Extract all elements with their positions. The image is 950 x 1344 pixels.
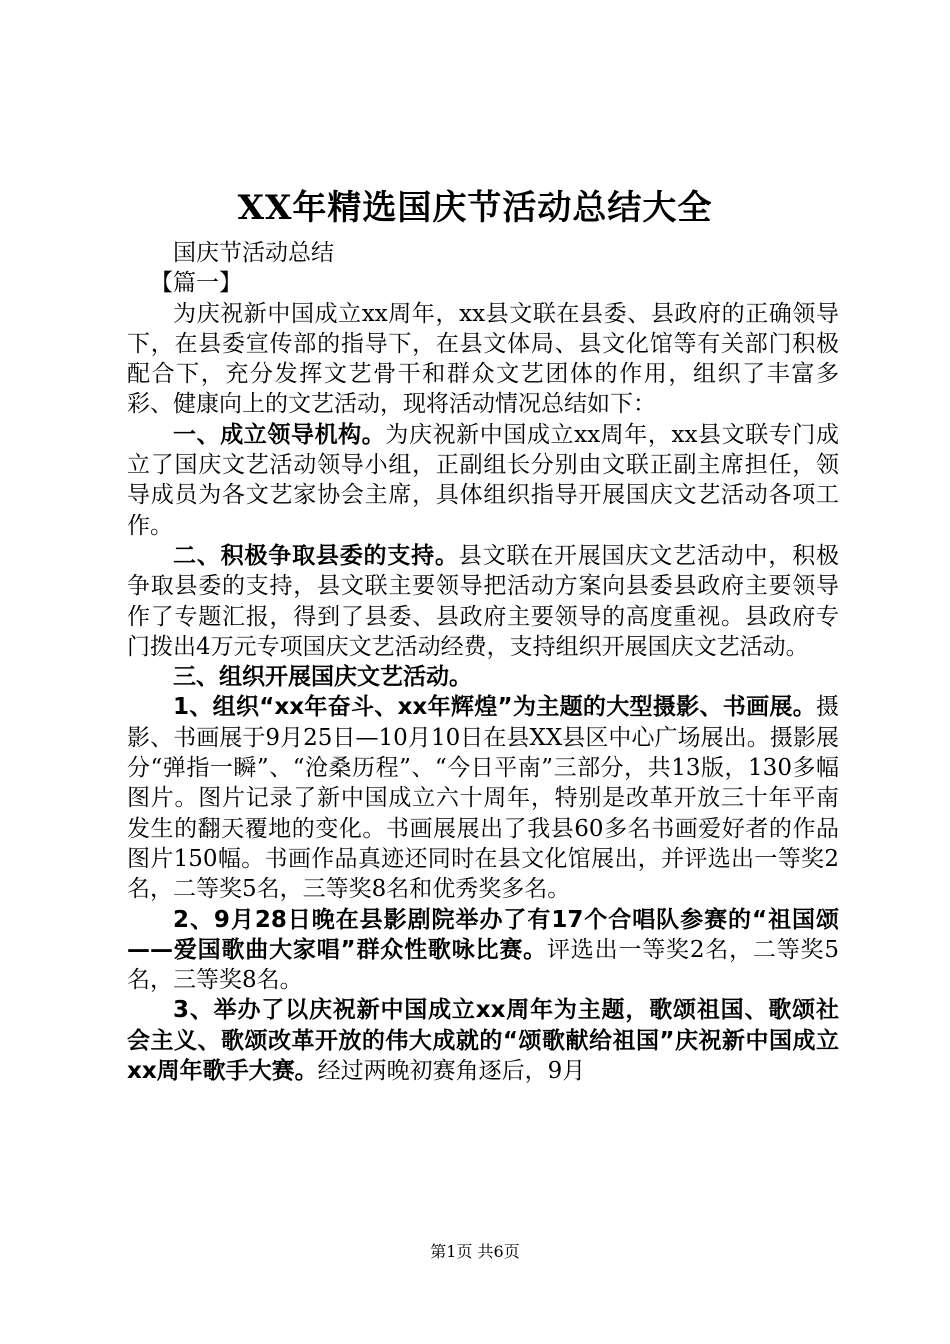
document-subtitle: 国庆节活动总结 [173,240,334,266]
list-item-3-text: 经过两晚初赛角逐后，9月 [317,1058,586,1085]
paragraph-3 [127,662,839,692]
paragraph-2-text: 县文联在开展国庆文艺活动中，积极争取县委的支持，县文联主要领导把活动方案向县委县政府主要领导作了专题汇报，得到了县委、县政府主要领导的高度重视。县政府专门拨出4万元专项国庆文艺活动经费，支持组织开展国庆文艺活动。 [127,542,840,660]
document-body [127,238,839,1086]
list-item-1-text: 摄影、书画展于9月25日—10月10日在县XX县区中心广场展出。摄影展分“弹指一瞬”、“沧桑历程”、“今日平南”三部分，共13版，130多幅图片。图片记录了新中国成立六十周年，特别是改革开放三十年平南发生的翻天覆地的变化。书画展展出了我县60多名书画爱好者的作品图片150幅。书画作品真迹还同时在县文化馆展出，并评选出一等奖2名，二等奖5名，三等奖8名和优秀奖多名。 [127,694,839,903]
list-item-2-heading: 2、9月28日晚在县影剧院举办了有17个合唱队参赛的“祖国颂——爱国歌曲大家唱”群众性歌咏比赛。 [127,906,839,963]
paragraph-1 [127,420,839,541]
list-item-1-heading: 1、组织“xx年奋斗、xx年辉煌”为主题的大型摄影、书画展。 [173,694,816,721]
paragraph-1-heading: 一、成立领导机构。 [173,421,386,448]
paragraph-2-heading: 二、积极争取县委的支持。 [173,542,459,569]
document-title: XX年精选国庆节活动总结大全 [237,188,713,228]
list-item-1 [127,692,839,904]
list-item-3-heading: 3、举办了以庆祝新中国成立xx周年为主题，歌颂祖国、歌颂社会主义、歌颂改革开放的伟大成就的“颂歌献给祖国”庆祝新中国成立xx周年歌手大赛。 [127,997,839,1085]
list-item-2 [127,905,839,996]
section-label: 【篇一】 [150,270,242,297]
paragraph-3-heading: 三、组织开展国庆文艺活动。 [173,664,472,691]
intro-paragraph: 为庆祝新中国成立xx周年，xx县文联在县委、县政府的正确领导下，在县委宣传部的指导下，在县文体局、县文化馆等有关部门积极配合下，充分发挥文艺骨干和群众文艺团体的作用，组织了丰富多彩、健康向上的文艺活动，现将活动情况总结如下： [127,300,839,418]
list-item-3 [127,995,839,1086]
page-footer: 第1页 共6页 [430,1242,520,1261]
paragraph-1-text: 为庆祝新中国成立xx周年，xx县文联专门成立了国庆文艺活动领导小组，正副组长分别由文联正副主席担任，领导成员为各文艺家协会主席，具体组织指导开展国庆文艺活动各项工作。 [127,421,839,539]
list-item-2-text: 评选出一等奖2名，二等奖5名，三等奖8名。 [127,936,839,994]
paragraph-2 [127,541,839,662]
